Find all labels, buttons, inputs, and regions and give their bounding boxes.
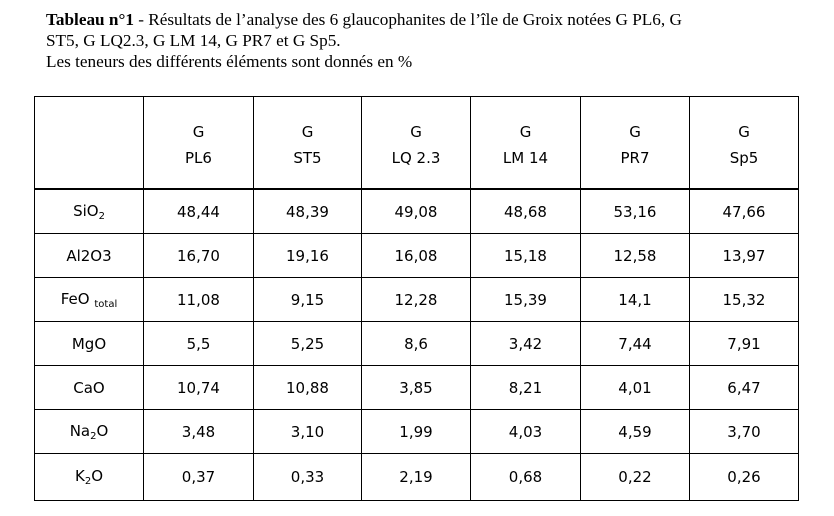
row-label-main: Al2O3 (66, 246, 112, 265)
column-header-code: PL6 (185, 148, 212, 167)
table-cell: 15,18 (471, 234, 581, 278)
table-row-sio2 (35, 189, 799, 234)
table-cell: 15,39 (471, 278, 581, 322)
table-cell: 7,91 (690, 322, 799, 366)
table-cell: 0,37 (144, 454, 254, 501)
row-label (35, 189, 144, 234)
column-header-code: ST5 (293, 148, 322, 167)
table-cell: 49,08 (362, 189, 471, 234)
results-table-body (35, 97, 799, 501)
row-label (35, 322, 144, 366)
table-cell: 15,32 (690, 278, 799, 322)
table-cell: 10,88 (254, 366, 362, 410)
row-label (35, 366, 144, 410)
table-cell: 16,08 (362, 234, 471, 278)
table-row-k2o (35, 454, 799, 501)
table-cell: 5,25 (254, 322, 362, 366)
table-cell: 5,5 (144, 322, 254, 366)
table-cell: 16,70 (144, 234, 254, 278)
table-cell: 3,48 (144, 410, 254, 454)
table-cell: 0,68 (471, 454, 581, 501)
column-header-prefix: G (410, 122, 422, 141)
column-header-prefix: G (519, 122, 532, 141)
column-header-prefix: G (301, 122, 314, 141)
column-header-prefix: G (629, 122, 641, 141)
row-label-main: FeO (60, 289, 95, 308)
column-header-pr7 (581, 97, 690, 190)
column-header-code: Sp5 (729, 148, 759, 167)
column-header-code: LM 14 (502, 148, 549, 167)
row-label-main: K (74, 467, 85, 485)
column-header-pl6 (144, 97, 254, 190)
results-table (34, 96, 799, 501)
row-label-subscript: total (94, 298, 118, 310)
table-cell: 53,16 (581, 189, 690, 234)
table-cell: 2,19 (362, 454, 471, 501)
table-row-al2o3 (35, 234, 799, 278)
table-caption (46, 9, 806, 72)
table-cell: 3,10 (254, 410, 362, 454)
row-label-main: CaO (73, 378, 105, 397)
table-cell: 0,33 (254, 454, 362, 501)
table-cell: 12,58 (581, 234, 690, 278)
column-header-prefix: G (192, 122, 205, 141)
table-cell: 10,74 (144, 366, 254, 410)
row-label (35, 410, 144, 454)
row-label (35, 234, 144, 278)
table-cell: 8,6 (362, 322, 471, 366)
row-label-main: Na (69, 421, 91, 440)
column-header-lq23 (362, 97, 471, 190)
table-cell: 7,44 (581, 322, 690, 366)
caption-title: Tableau n°1 (46, 10, 134, 29)
column-header-lm14 (471, 97, 581, 190)
table-cell: 4,59 (581, 410, 690, 454)
table-cell: 48,68 (471, 189, 581, 234)
row-label-suffix: O (96, 421, 109, 440)
table-cell: 3,42 (471, 322, 581, 366)
table-cell: 12,28 (362, 278, 471, 322)
table-cell: 14,1 (581, 278, 690, 322)
column-header-prefix: G (738, 122, 750, 141)
row-label-main: SiO (73, 201, 99, 220)
row-label-subscript: 2 (90, 430, 97, 442)
caption-line-3: Les teneurs des différents éléments sont donnés en % (46, 52, 413, 71)
table-row-cao (35, 366, 799, 410)
column-header-sp5 (690, 97, 799, 190)
corner-cell (35, 97, 144, 190)
table-cell: 48,44 (144, 189, 254, 234)
header-row (35, 97, 799, 190)
column-header-st5 (254, 97, 362, 190)
caption-title-rest: - Résultats de l’analyse des 6 glaucophanites de l’île de Groix notées G PL6, G (133, 10, 682, 29)
table-row-feo-total (35, 278, 799, 322)
row-label (35, 278, 144, 322)
table-cell: 3,85 (362, 366, 471, 410)
table-cell: 13,97 (690, 234, 799, 278)
row-label (35, 454, 144, 501)
table-cell: 9,15 (254, 278, 362, 322)
table-row-mgo (35, 322, 799, 366)
table-cell: 3,70 (690, 410, 799, 454)
row-label-subscript: 2 (84, 476, 92, 487)
table-cell: 1,99 (362, 410, 471, 454)
column-header-code: LQ 2.3 (391, 148, 441, 167)
table-cell: 6,47 (690, 366, 799, 410)
table-cell: 4,03 (471, 410, 581, 454)
table-row-na2o (35, 410, 799, 454)
table-cell: 11,08 (144, 278, 254, 322)
caption-line-1 (46, 9, 806, 30)
table-cell: 8,21 (471, 366, 581, 410)
row-label-main: MgO (71, 334, 107, 353)
column-header-code: PR7 (620, 148, 650, 167)
table-cell: 0,26 (690, 454, 799, 501)
row-label-subscript: 2 (98, 210, 105, 222)
table-cell: 4,01 (581, 366, 690, 410)
table-cell: 48,39 (254, 189, 362, 234)
caption-line-2: ST5, G LQ2.3, G LM 14, G PR7 et G Sp5. (46, 31, 341, 50)
table-cell: 47,66 (690, 189, 799, 234)
table-cell: 0,22 (581, 454, 690, 501)
row-label-suffix: O (91, 467, 104, 485)
table-cell: 19,16 (254, 234, 362, 278)
